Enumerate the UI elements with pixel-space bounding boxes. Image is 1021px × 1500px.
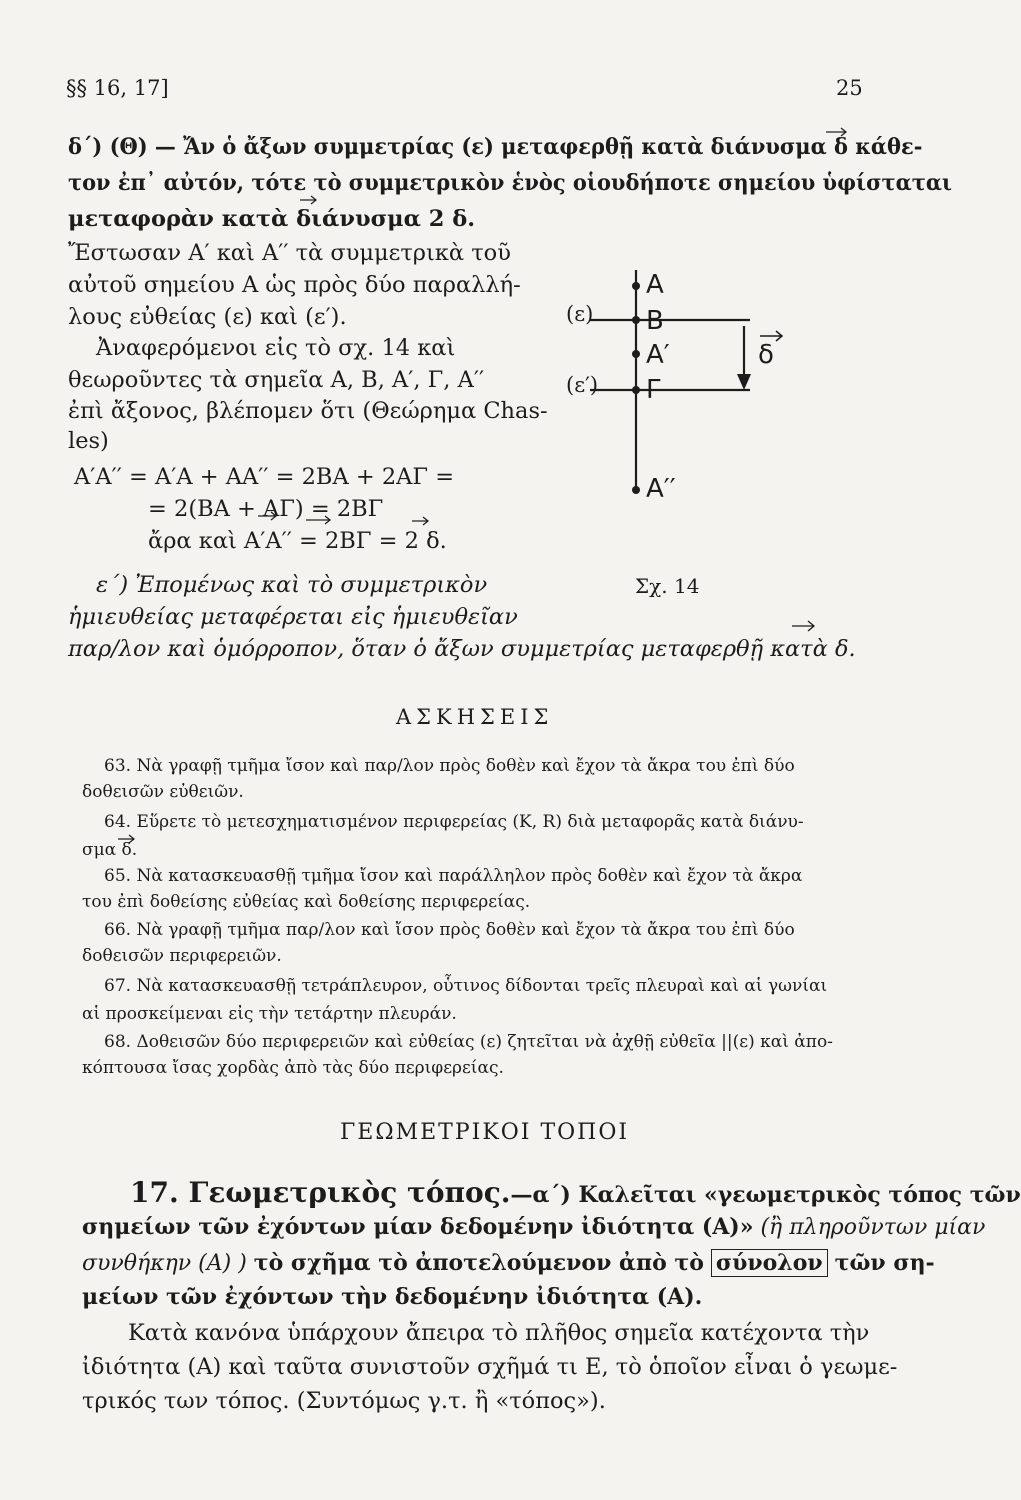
para-e-line-1: ε΄) Ἐπομένως καὶ τὸ συμμετρικὸν (96, 572, 488, 598)
loci-line-1 (130, 1176, 1021, 1209)
loci-line-2a: σημείων τῶν ἐχόντων μίαν δεδομένην ἰδιότητα (Α)» (82, 1214, 754, 1240)
para-d-line-7: Ἀναφερόμενοι εἰς τὸ σχ. 14 καὶ (96, 335, 456, 361)
loci-line-5: Κατὰ κανόνα ὑπάρχουν ἄπειρα τὸ πλῆθος σημεῖα κατέχοντα τὴν (128, 1320, 870, 1346)
para-d-line-5: αὐτοῦ σημείου Α ὡς πρὸς δύο παραλλή- (68, 272, 521, 298)
loci-line-6: ἰδιότητα (Α) καὶ ταῦτα συνιστοῦν σχῆμά τι Ε, τὸ ὁποῖον εἶναι ὁ γεωμε- (82, 1354, 898, 1380)
exercise-64-line-1: 64. Εὕρετε τὸ μετεσχηματισμένον περιφερείας (Κ, R) διὰ μεταφορᾶς κατὰ διάνυ- (104, 812, 804, 832)
loci-line-3b: τὸ σχῆμα τὸ ἀποτελούμενον ἀπὸ τὸ (253, 1250, 704, 1276)
loci-line-2b: (ἢ πληροῦντων μίαν (760, 1215, 986, 1240)
equation-3: ἄρα καὶ Α′Α′′ = 2ΒΓ = 2 δ. (148, 528, 447, 554)
para-d-line-2: τον ἐπ᾽ αὐτόν, τότε τὸ συμμετρικὸν ἑνὸς οἱουδήποτε σημείου ὑφίσταται (68, 170, 953, 196)
loci-line-1-text: —α΄) Καλεῖται «γεωμετρικὸς τόπος τῶν (510, 1182, 1021, 1208)
figure-label-epsilon: (ε) (566, 302, 594, 326)
exercise-67-line-2: αἱ προσκείμεναι εἰς τὴν τετάρτην πλευράν. (82, 1004, 457, 1024)
figure-label-a-double-prime: Α′′ (646, 474, 676, 504)
exercise-65-line-2: του ἐπὶ δοθείσης εὐθείας καὶ δοθείσης περιφερείας. (82, 892, 531, 912)
exercise-67-line-1: 67. Νὰ κατασκευασθῇ τετράπλευρον, οὗτινος δίδονται τρεῖς πλευραὶ καὶ αἱ γωνίαι (104, 976, 828, 996)
loci-line-3a: συνθήκην (Α) ) (82, 1251, 247, 1276)
para-d-line-9: ἐπὶ ἄξονος, βλέπομεν ὅτι (Θεώρημα Chas- (68, 398, 548, 424)
exercise-68-line-1: 68. Δοθεισῶν δύο περιφερειῶν καὶ εὐθείας (ε) ζητεῖται νὰ ἀχθῇ εὐθεῖα ||(ε) καὶ ἀπο- (104, 1032, 833, 1052)
exercise-65-line-1: 65. Νὰ κατασκευασθῇ τμῆμα ἴσον καὶ παράλληλον πρὸς δοθὲν καὶ ἔχον τὰ ἄκρα (104, 866, 803, 886)
loci-line-4: μείων τῶν ἐχόντων τὴν δεδομένην ἰδιότητα (Α). (82, 1284, 703, 1310)
boxed-term-set: σύνολον (711, 1249, 828, 1277)
exercise-64-line-2: σμα δ. (82, 840, 138, 860)
exercise-66-line-1: 66. Νὰ γραφῇ τμῆμα παρ/λον καὶ ἴσον πρὸς δοθὲν καὶ ἔχον τὰ ἄκρα του ἐπὶ δύο (104, 920, 795, 940)
exercise-63-line-1: 63. Νὰ γραφῇ τμῆμα ἴσον καὶ παρ/λον πρὸς δοθὲν καὶ ἔχον τὰ ἄκρα του ἐπὶ δύο (104, 756, 795, 776)
section-17-heading: 17. Γεωμετρικὸς τόπος. (130, 1176, 511, 1209)
para-d-line-3: μεταφορὰν κατὰ διάνυσμα 2 δ. (68, 206, 476, 232)
exercise-66-line-2: δοθεισῶν περιφερειῶν. (82, 946, 282, 966)
figure-label-a-prime: Α′ (646, 340, 670, 370)
figure-label-delta: δ (758, 340, 774, 370)
figure-caption: Σχ. 14 (635, 574, 700, 598)
para-e-line-3: παρ/λον καὶ ὁμόρροπον, ὅταν ὁ ἄξων συμμετρίας μεταφερθῇ κατὰ δ. (68, 636, 856, 662)
para-d-line-4: Ἔστωσαν Α′ καὶ Α′′ τὰ συμμετρικὰ τοῦ (68, 240, 511, 266)
para-e-vector-arrow (790, 618, 820, 632)
para-d-line-6: λους εὐθείας (ε) καὶ (ε′). (68, 304, 347, 330)
figure-label-a: Α (646, 270, 664, 300)
para-d-line-10: les) (68, 428, 109, 454)
loci-line-7: τρικός των τόπος. (Συντόμως γ.τ. ἢ «τόπος»). (82, 1388, 606, 1414)
figure-label-gamma: Γ (646, 375, 661, 405)
equation-2: = 2(ΒΑ + ΑΓ) = 2ΒΓ (148, 496, 384, 522)
loci-line-2 (82, 1214, 985, 1240)
exercise-63-line-2: δοθεισῶν εὐθειῶν. (82, 782, 244, 802)
exercises-heading: ΑΣΚΗΣΕΙΣ (396, 705, 554, 729)
exercise-68-line-2: κόπτουσα ἴσας χορδὰς ἀπὸ τὰς δύο περιφερείας. (82, 1058, 504, 1078)
figure-delta-arrow (758, 328, 788, 342)
page-number: 25 (836, 76, 863, 100)
loci-line-3 (82, 1250, 935, 1276)
equation-1: Α′Α′′ = Α′Α + ΑΑ′′ = 2ΒΑ + 2ΑΓ = (74, 464, 455, 490)
para-d-line-8: θεωροῦντες τὰ σημεῖα Α, Β, Α′, Γ, Α′′ (68, 367, 485, 393)
figure-label-epsilon-prime: (ε′) (566, 373, 599, 397)
exercise-64-vector-arrow (116, 832, 140, 844)
para-d-line-1: δ΄) (Θ) — Ἄν ὁ ἄξων συμμετρίας (ε) μεταφερθῇ κατὰ διάνυσμα δ κάθε- (68, 134, 923, 160)
vector-arrows (0, 0, 955, 560)
para-e-line-2: ἡμιευθείας μεταφέρεται εἰς ἡμιευθεῖαν (68, 604, 518, 630)
figure-label-b: Β (646, 306, 664, 336)
loci-line-3c: τῶν ση- (834, 1250, 935, 1276)
loci-heading: ΓΕΩΜΕΤΡΙΚΟΙ ΤΟΠΟΙ (340, 1120, 630, 1145)
section-reference: §§ 16, 17] (66, 76, 169, 100)
